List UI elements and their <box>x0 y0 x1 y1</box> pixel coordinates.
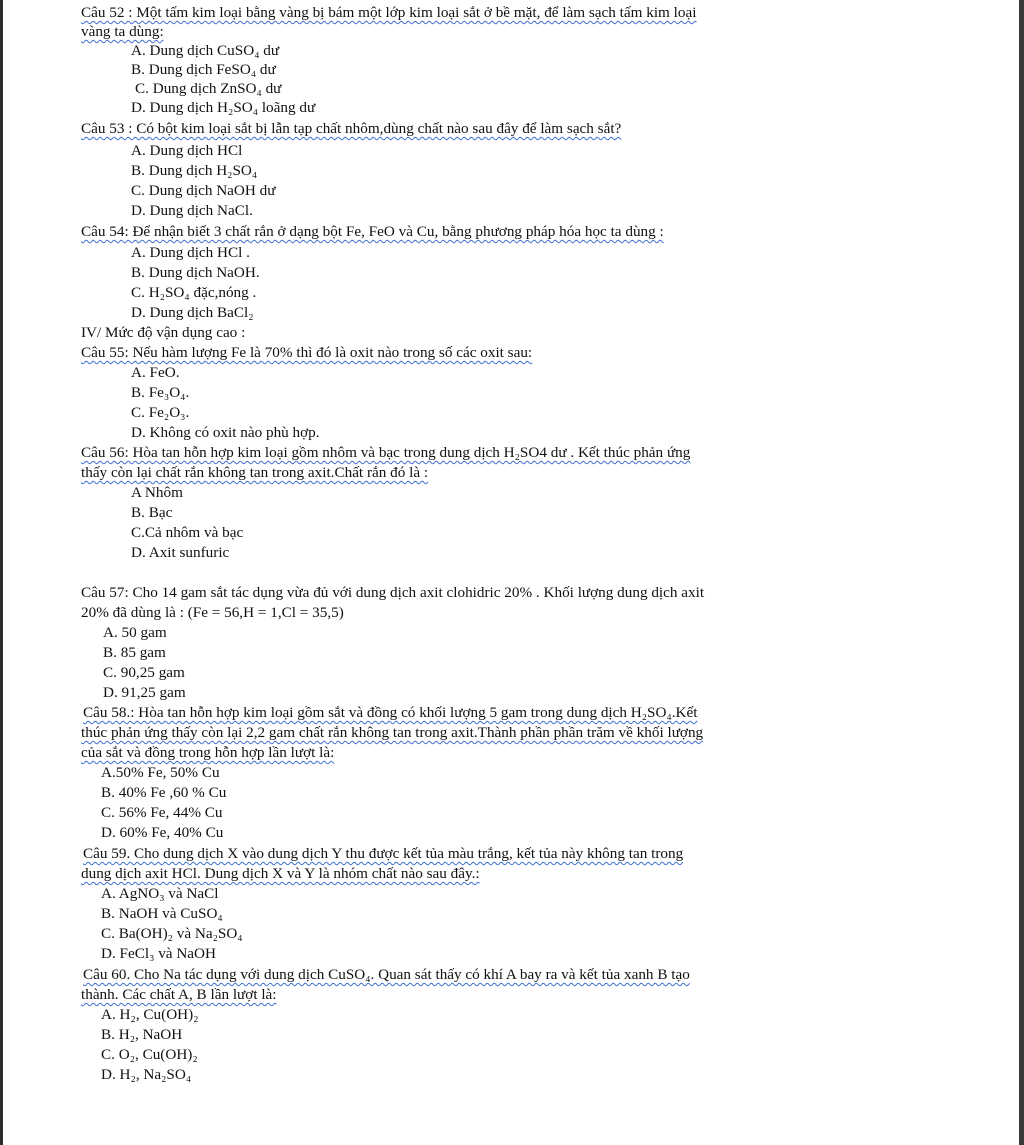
q53-option-b: B. Dung dịch H₂SO₄ <box>131 162 258 179</box>
q59-option-b: B. NaOH và CuSO₄ <box>101 905 223 922</box>
q52-option-b: B. Dung dịch FeSO₄ dư <box>131 61 276 78</box>
q59-option-a: A. AgNO₃ và NaCl <box>101 885 219 902</box>
q53-option-c: C. Dung dịch NaOH dư <box>131 182 276 199</box>
q53-option-d: D. Dung dịch NaCl. <box>131 202 253 219</box>
q53-stem: Câu 53 : Có bột kim loại sắt bị lẫn tạp chất nhôm,dùng chất nào sau đây để làm sạch sắt? <box>81 120 622 137</box>
q52-stem-line2: vàng ta dùng: <box>81 23 164 40</box>
q55-option-d: D. Không có oxit nào phù hợp. <box>131 424 320 441</box>
q52-stem-line1: Câu 52 : Một tấm kim loại bằng vàng bị bám một lớp kim loại sắt ở bề mặt, để làm sạch tấm kim loại <box>81 4 697 21</box>
q57-stem-line1: Câu 57: Cho 14 gam sắt tác dụng vừa đủ với dung dịch axit clohidric 20% . Khối lượng dung dịch axit <box>81 584 705 601</box>
q60-option-b: B. H₂, NaOH <box>101 1026 183 1043</box>
q59-stem-line1: Câu 59. Cho dung dịch X vào dung dịch Y thu được kết tủa màu trắng, kết tủa này không tan trong <box>83 845 684 862</box>
q53-option-a: A. Dung dịch HCl <box>131 142 243 159</box>
q60-stem-line2: thành. Các chất A, B lần lượt là: <box>81 986 277 1003</box>
q54-option-b: B. Dung dịch NaOH. <box>131 264 260 281</box>
q56-option-c: C.Cả nhôm và bạc <box>131 524 244 541</box>
q60-stem-line1: Câu 60. Cho Na tác dụng với dung dịch CuSO₄. Quan sát thấy có khí A bay ra và kết tủa xanh B tạo <box>83 966 690 983</box>
q54-option-d: D. Dung dịch BaCl₂ <box>131 304 254 321</box>
q59-option-d: D. FeCl₃ và NaOH <box>101 945 216 962</box>
q54-option-a: A. Dung dịch HCl . <box>131 244 250 261</box>
q56-option-d: D. Axit sunfuric <box>131 544 230 561</box>
q60-option-c: C. O₂, Cu(OH)₂ <box>101 1046 198 1063</box>
q58-option-d: D. 60% Fe, 40% Cu <box>101 824 224 841</box>
q57-option-b: B. 85 gam <box>103 644 166 661</box>
q58-option-b: B. 40% Fe ,60 % Cu <box>101 784 227 801</box>
q54-option-c: C. H₂SO₄ đặc,nóng . <box>131 284 257 301</box>
q58-stem-line1: Câu 58.: Hòa tan hỗn hợp kim loại gồm sắt và đồng có khối lượng 5 gam trong dung dịch H₂SO₄.Kết <box>83 704 698 721</box>
q56-stem-line2: thấy còn lại chất rắn không tan trong axit.Chất rắn đó là : <box>81 464 429 481</box>
q58-stem-line3: của sắt và đồng trong hỗn hợp lần lượt là: <box>81 744 335 761</box>
q56-stem-line1: Câu 56: Hòa tan hỗn hợp kim loại gồm nhôm và bạc trong dung dịch H₂SO4 dư . Kết thúc phản ứng <box>81 444 691 461</box>
q60-option-a: A. H₂, Cu(OH)₂ <box>101 1006 199 1023</box>
q59-option-c: C. Ba(OH)₂ và Na₂SO₄ <box>101 925 243 942</box>
q55-option-c: C. Fe₂O₃. <box>131 404 190 421</box>
q52-option-a: A. Dung dịch CuSO₄ dư <box>131 42 280 59</box>
q52-option-c: C. Dung dịch ZnSO₄ dư <box>135 80 282 97</box>
q52-option-d: D. Dung dịch H₂SO₄ loãng dư <box>131 99 316 116</box>
scrollbar-edge[interactable] <box>1019 0 1024 1145</box>
q56-option-a: A Nhôm <box>131 484 183 501</box>
q58-stem-line2: thúc phản ứng thấy còn lại 2,2 gam chất rắn không tan trong axit.Thành phần phần trăm về khối lượng <box>81 724 704 741</box>
q56-option-b: B. Bạc <box>131 504 173 521</box>
section-heading: IV/ Mức độ vận dụng cao : <box>81 324 246 341</box>
q60-option-d: D. H₂, Na₂SO₄ <box>101 1066 192 1083</box>
q58-option-a: A.50% Fe, 50% Cu <box>101 764 220 781</box>
q54-stem: Câu 54: Để nhận biết 3 chất rắn ở dạng bột Fe, FeO và Cu, bằng phương pháp hóa học ta dùng : <box>81 223 664 240</box>
q57-stem-line2: 20% đã dùng là : (Fe = 56,H = 1,Cl = 35,5) <box>81 604 344 621</box>
q58-option-c: C. 56% Fe, 44% Cu <box>101 804 223 821</box>
q59-stem-line2: dung dịch axit HCl. Dung dịch X và Y là nhóm chất nào sau đây.: <box>81 865 480 882</box>
q57-option-c: C. 90,25 gam <box>103 664 185 681</box>
q55-option-b: B. Fe₃O₄. <box>131 384 190 401</box>
q55-stem: Câu 55: Nếu hàm lượng Fe là 70% thì đó là oxit nào trong số các oxit sau: <box>81 344 533 361</box>
q57-option-d: D. 91,25 gam <box>103 684 186 701</box>
q55-option-a: A. FeO. <box>131 364 180 381</box>
q57-option-a: A. 50 gam <box>103 624 167 641</box>
